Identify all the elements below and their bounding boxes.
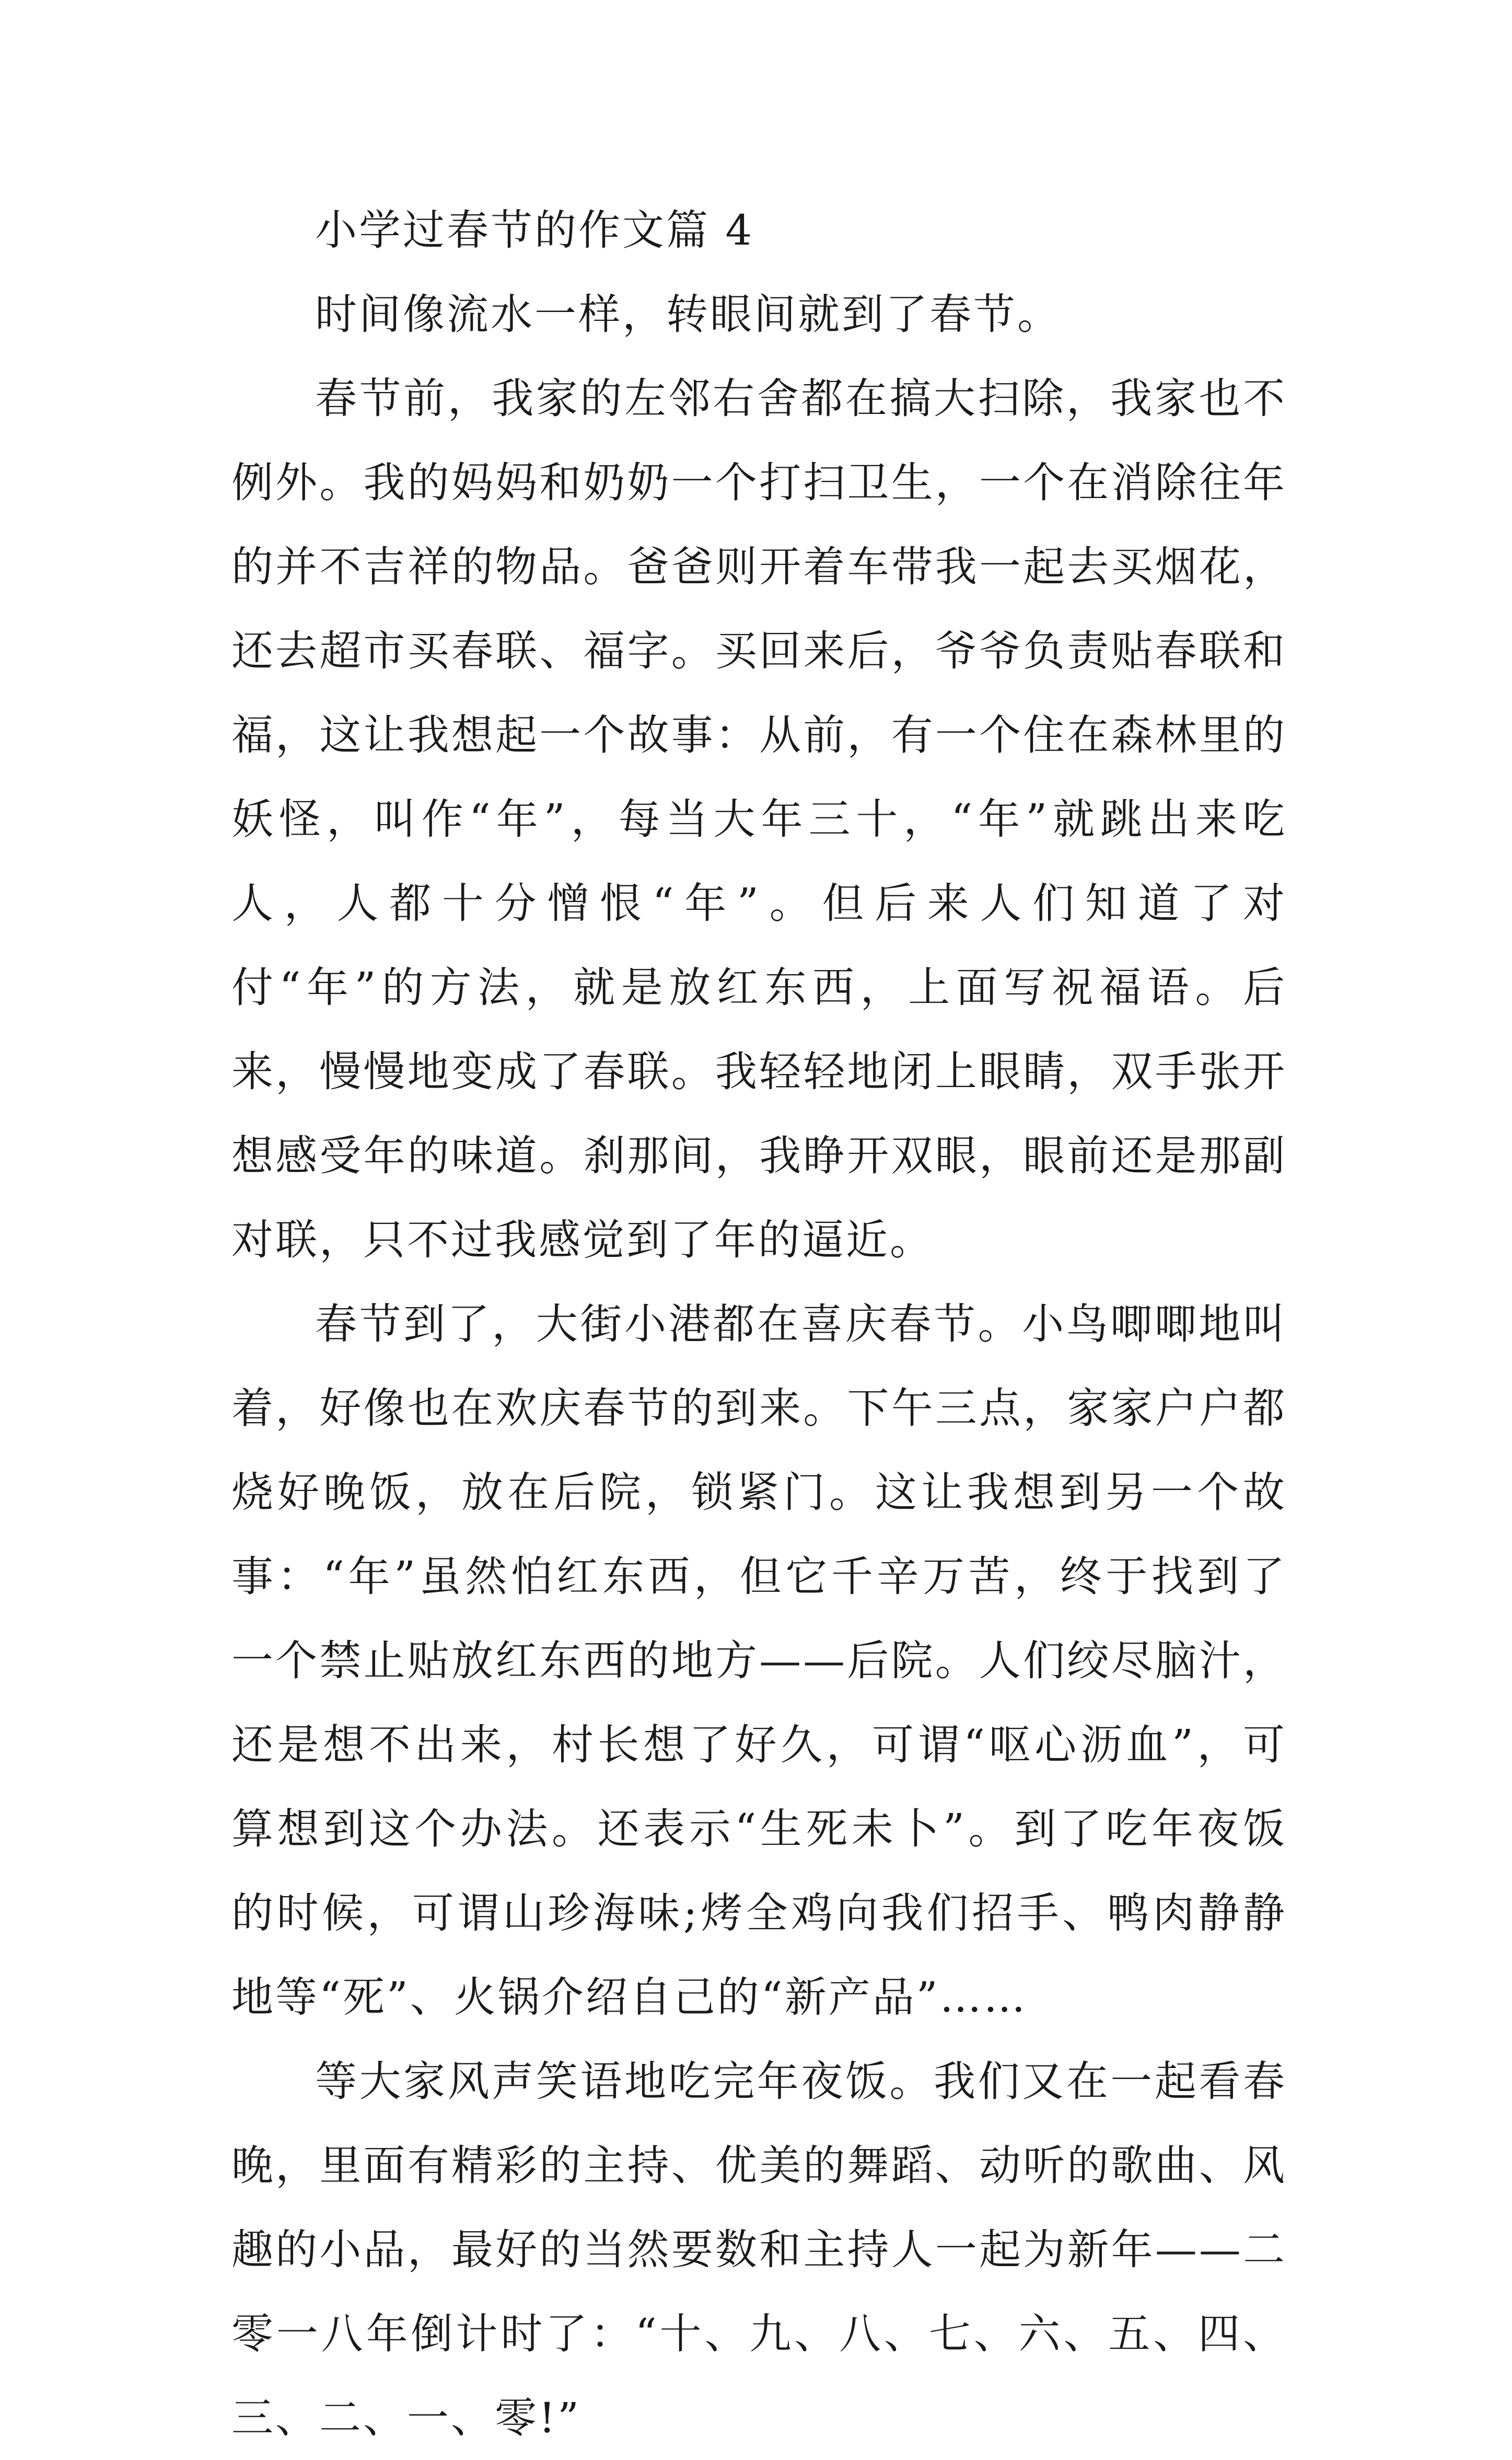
paragraph-3: 春节到了，大街小港都在喜庆春节。小鸟唧唧地叫着，好像也在欢庆春节的到来。下午三点，家家户户都烧好晚饭，放在后院，锁紧门。这让我想到另一个故事：“年”虽然怕红东西，但它千辛万苦，终于找到了一个禁止贴放红东西的地方——后院。人们绞尽脑汁，还是想不出来，村长想了好久，可谓“呕心沥血”，可算想到这个办法。还表示“生死未卜”。到了吃年夜饭的时候，可谓山珍海味;烤全鸡向我们招手、鸭肉静静地等“死”、火锅介绍自己的“新产品”……: [231, 1300, 1287, 2022]
paragraph-1: 时间像流水一样，转眼间就到了春节。: [315, 290, 1061, 339]
paragraph-4: 等大家风声笑语地吃完年夜饭。我们又在一起看春晚，里面有精彩的主持、优美的舞蹈、动听的歌曲、风趣的小品，最好的当然要数和主持人一起为新年——二零一八年倒计时了：“十、九、八、七、六、五、四、三、二、一、零!”: [231, 2057, 1287, 2442]
essay-title: 小学过春节的作文篇 4: [315, 206, 754, 255]
document-body: [231, 188, 1287, 2460]
paragraph-2: 春节前，我家的左邻右舍都在搞大扫除，我家也不例外。我的妈妈和奶奶一个打扫卫生，一个在消除往年的并不吉祥的物品。爸爸则开着车带我一起去买烟花，还去超市买春联、福字。买回来后，爷爷负责贴春联和福，这让我想起一个故事：从前，有一个住在森林里的妖怪，叫作“年”，每当大年三十，“年”就跳出来吃人，人都十分憎恨“年”。但后来人们知道了对付“年”的方法，就是放红东西，上面写祝福语。后来，慢慢地变成了春联。我轻轻地闭上眼睛，双手张开想感受年的味道。刹那间，我睁开双眼，眼前还是那副对联，只不过我感觉到了年的逼近。: [231, 374, 1287, 1264]
